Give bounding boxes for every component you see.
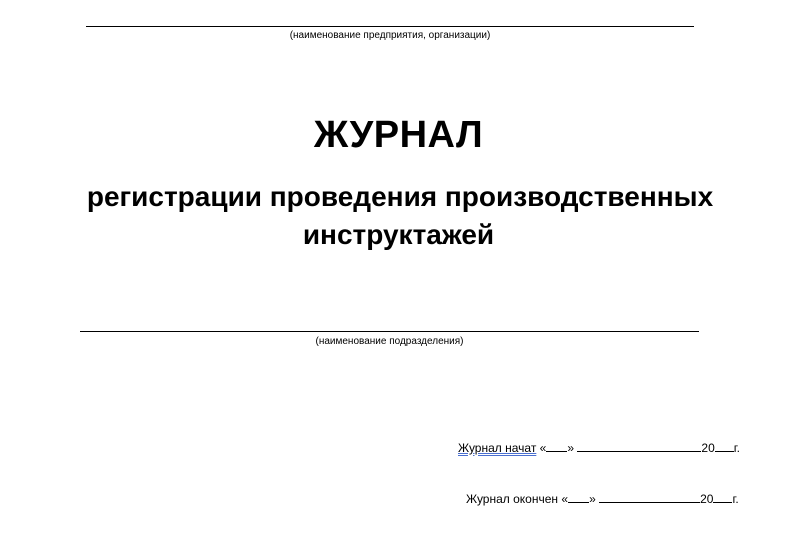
ended-year-blank[interactable]: [713, 492, 732, 503]
document-title: ЖУРНАЛ: [313, 114, 484, 156]
document-subtitle: [0, 178, 797, 254]
started-quote-close: »: [567, 441, 575, 455]
ended-day-blank[interactable]: [568, 492, 589, 503]
ended-year-prefix: 20: [700, 492, 714, 506]
ended-quote-close: »: [589, 492, 596, 506]
ended-quote-open: «: [561, 492, 569, 506]
organization-line: [86, 26, 694, 27]
ended-month-blank[interactable]: [599, 492, 700, 503]
started-month-blank[interactable]: [577, 441, 701, 452]
journal-ended-label: Журнал окончен: [466, 492, 559, 506]
subdivision-line: [80, 331, 699, 332]
started-day-blank[interactable]: [546, 441, 567, 452]
organization-caption: (наименование предприятия, организации): [289, 30, 491, 41]
journal-started-line: [458, 441, 740, 455]
journal-ended-line: [466, 492, 739, 506]
ended-year-suffix: г.: [732, 492, 739, 506]
started-year-blank[interactable]: [715, 441, 734, 452]
subtitle-line-2: инструктажей: [302, 219, 495, 250]
started-quote-open: «: [539, 441, 547, 455]
started-year-suffix: г.: [733, 441, 740, 455]
subdivision-caption: (наименование подразделения): [315, 336, 464, 347]
started-year-prefix: 20: [701, 441, 715, 455]
subtitle-line-1: регистрации проведения производственных: [86, 181, 714, 212]
journal-started-label: Журнал начат: [458, 441, 537, 455]
